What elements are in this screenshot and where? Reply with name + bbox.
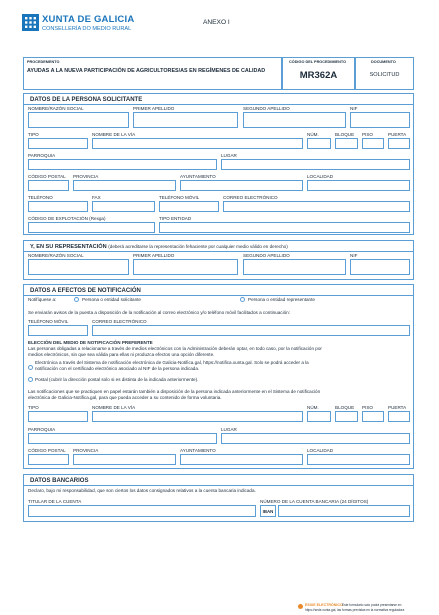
applicant-type-label: TIPO [28, 132, 39, 137]
iban-label-box [260, 505, 276, 517]
applicant-nif-input[interactable] [350, 112, 410, 128]
representative-note: (deberá acreditarse la representación fehaciente por cualquier medio válido en derecho) [108, 243, 288, 249]
applicant-council-label: AYUNTAMIENTO [180, 174, 216, 179]
applicant-phone-input[interactable] [28, 201, 88, 212]
account-holder-input[interactable] [28, 505, 256, 517]
applicant-surname2-label: SEGUNDO APELLIDO [243, 106, 290, 111]
rep-name-input[interactable] [28, 259, 129, 275]
notif-council-label: AYUNTAMIENTO [180, 448, 216, 453]
notif-province-input[interactable] [73, 454, 176, 465]
applicant-fax-label: FAX [92, 195, 101, 200]
annex-label: ANEXO I [203, 19, 230, 26]
notify-applicant-radio[interactable] [74, 297, 79, 302]
postal-notif-radio[interactable] [28, 377, 33, 382]
document-box [355, 57, 414, 90]
notif-block-label: BLOQUE [335, 405, 355, 410]
notif-province-label: PROVINCIA [73, 448, 99, 453]
dept-name: CONSELLERÍA DO MEDIO RURAL [42, 26, 132, 32]
applicant-street-label: NOMBRE DE LA VÍA [92, 132, 136, 137]
notif-floor-label: PISO [362, 405, 373, 410]
notif-locality-input[interactable] [307, 454, 410, 465]
rep-nif-label: NIF [350, 253, 358, 258]
applicant-block-label: BLOQUE [335, 132, 355, 137]
notif-num-label: NÚM. [307, 405, 319, 410]
notif-street-input[interactable] [92, 411, 303, 422]
rep-nif-input[interactable] [350, 259, 410, 275]
esign-icon [298, 604, 303, 609]
applicant-phone-label: TELÉFONO [28, 195, 53, 200]
rep-name-label: NOMBRE/RAZÓN SOCIAL [28, 253, 84, 258]
doc-value: SOLICITUD [369, 72, 400, 78]
notify-label: Notifíquese a: [28, 297, 57, 302]
electronic-notif-text-1: Electrónica a través del Sistema de notificación electrónica de Galicia-Notifica.gal, https://notifica.xunta.gal. Solo se podrá acceder a la [35, 360, 309, 365]
applicant-num-label: NÚM. [307, 132, 319, 137]
applicant-locality-input[interactable] [307, 180, 410, 191]
notif-postal-input[interactable] [28, 454, 69, 465]
electronic-notif-radio[interactable] [28, 365, 33, 370]
applicant-floor-label: PISO [362, 132, 373, 137]
applicant-door-label: PUERTA [388, 132, 407, 137]
notif-council-input[interactable] [180, 454, 303, 465]
applicant-email-label: CORREO ELECTRÓNICO [223, 195, 278, 200]
applicant-mobile-label: TELÉFONO MÓVIL [159, 195, 200, 200]
notify-representative-label: Persona o entidad representante [248, 297, 315, 302]
pref-title: ELECCIÓN DEL MEDIO DE NOTIFICACIÓN PREFERENTE [28, 340, 153, 345]
applicant-title: DATOS DE LA PERSONA SOLICITANTE [30, 96, 143, 103]
procedure-text: AYUDAS A LA NUEVA PARTICIPACIÓN DE AGRICULTORES/AS EN REGÍMENES DE CALIDAD [27, 68, 266, 74]
rep-surname2-label: SEGUNDO APELLIDO [243, 253, 290, 258]
applicant-type-input[interactable] [28, 138, 88, 149]
account-holder-label: TITULAR DE LA CUENTA [28, 499, 82, 504]
notif-mobile-input[interactable] [28, 325, 88, 336]
bank-title: DATOS BANCARIOS [30, 477, 89, 484]
applicant-council-input[interactable] [180, 180, 303, 191]
applicant-place-label: LUGAR [221, 153, 237, 158]
avail-text: Se enviarán avisos de la puesta a disposición de la notificación al correo electrónico y/o teléfono móvil facilitados a continuación: [28, 310, 290, 315]
notif-postal-label: CÓDIGO POSTAL [28, 448, 66, 453]
applicant-place-input[interactable] [221, 159, 410, 170]
paper-text-2: electrónica de Galicia-Notifica.gal, para que pueda acceder a su contenido de forma voluntaria. [28, 395, 222, 400]
procedure-box [23, 57, 282, 90]
applicant-num-input[interactable] [307, 138, 331, 149]
notif-parish-input[interactable] [28, 433, 217, 444]
applicant-fax-input[interactable] [92, 201, 155, 212]
notif-place-input[interactable] [221, 433, 410, 444]
applicant-email-input[interactable] [223, 201, 410, 212]
notification-title: DATOS A EFECTOS DE NOTIFICACIÓN [30, 287, 141, 294]
notif-locality-label: LOCALIDAD [307, 448, 334, 453]
notif-door-input[interactable] [388, 411, 410, 422]
code-label: CÓDIGO DEL PROCEDIMIENTO [289, 60, 347, 64]
code-value: MR362A [299, 70, 338, 81]
procedure-label: PROCEDEMENTO [27, 60, 60, 64]
applicant-surname1-label: PRIMER APELLIDO [133, 106, 175, 111]
applicant-province-label: PROVINCIA [73, 174, 99, 179]
representative-title: Y, EN SU REPRESENTACIÓN [30, 243, 107, 250]
footer-text-1: Este formulario solo podrá presentarse en [342, 603, 402, 607]
applicant-postal-label: CÓDIGO POSTAL [28, 174, 66, 179]
notif-street-label: NOMBRE DE LA VÍA [92, 405, 136, 410]
footer-text-2: https://sede.xunta.gal, las formas previstas en la normativa reguladora [305, 608, 405, 612]
org-name: XUNTA DE GALICIA [42, 14, 135, 25]
esign-label: ESIXE ELECTRÓNICO [305, 603, 343, 607]
rep-surname1-input[interactable] [133, 259, 238, 275]
notif-num-input[interactable] [307, 411, 331, 422]
code-box [282, 57, 355, 90]
notif-door-label: PUERTA [388, 405, 407, 410]
paper-text-1: Las notificaciones que se practiquen en papel estarán también a disposición de la persona indicada anteriormente en el Sistema de notificación [28, 389, 321, 394]
applicant-block-input[interactable] [335, 138, 358, 149]
iban-label: IBAN [262, 509, 274, 514]
applicant-entity-type-label: TIPO ENTIDAD [159, 216, 192, 221]
xunta-logo-icon [22, 14, 39, 31]
applicant-entity-type-input[interactable] [159, 222, 410, 233]
applicant-mobile-input[interactable] [159, 201, 219, 212]
rep-surname1-label: PRIMER APELLIDO [133, 253, 175, 258]
notif-block-input[interactable] [335, 411, 358, 422]
notify-applicant-label: Persona o entidad solicitante [82, 297, 141, 302]
notif-parish-label: PARROQUIA [28, 427, 56, 432]
applicant-surname1-input[interactable] [133, 112, 238, 128]
iban-input[interactable] [278, 505, 410, 517]
account-number-label: NÚMERO DE LA CUENTA BANCARIA (24 DÍGITOS) [260, 499, 369, 504]
postal-notif-text: Postal (cubrir la dirección postal solo si es distinta de la indicada anteriormente). [35, 377, 199, 382]
notif-place-label: LUGAR [221, 427, 237, 432]
applicant-parish-label: PARROQUIA [28, 153, 56, 158]
applicant-postal-input[interactable] [28, 180, 69, 191]
notif-type-label: TIPO [28, 405, 39, 410]
rep-surname2-input[interactable] [243, 259, 346, 275]
applicant-name-input[interactable] [28, 112, 129, 128]
applicant-exploitation-input[interactable] [28, 222, 155, 233]
notif-type-input[interactable] [28, 411, 88, 422]
doc-label: DOCUMENTO [371, 60, 396, 64]
notif-mobile-label: TELÉFONO MÓVIL [28, 319, 69, 324]
applicant-door-input[interactable] [388, 138, 410, 149]
applicant-name-label: NOMBRE/RAZÓN SOCIAL [28, 106, 84, 111]
applicant-street-input[interactable] [92, 138, 303, 149]
applicant-nif-label: NIF [350, 106, 358, 111]
applicant-province-input[interactable] [73, 180, 176, 191]
applicant-surname2-input[interactable] [243, 112, 346, 128]
electronic-notif-text-2: notificación con el certificado electrónico asociado al NIF de la persona indicada. [35, 366, 200, 371]
applicant-floor-input[interactable] [362, 138, 384, 149]
notify-representative-radio[interactable] [240, 297, 245, 302]
pref-text-2: medios electrónicos, sin que sea válida para ellas ni produzca efectos una opción diferente. [28, 352, 215, 357]
pref-text-1: Las personas obligadas a relacionarse a través de medios electrónicos con la Administración deberán optar, en todo caso, por la notificación por [28, 346, 322, 351]
applicant-parish-input[interactable] [28, 159, 217, 170]
notif-floor-input[interactable] [362, 411, 384, 422]
applicant-exploitation-label: CÓDIGO DE EXPLOTACIÓN (Rexga) [28, 216, 106, 221]
bank-declare-text: Declaro, bajo mi responsabilidad, que son ciertos los datos consignados relativos a la cuenta bancaria indicada. [28, 488, 256, 493]
notif-email-input[interactable] [92, 325, 410, 336]
notif-email-label: CORREO ELECTRÓNICO [92, 319, 147, 324]
applicant-locality-label: LOCALIDAD [307, 174, 334, 179]
